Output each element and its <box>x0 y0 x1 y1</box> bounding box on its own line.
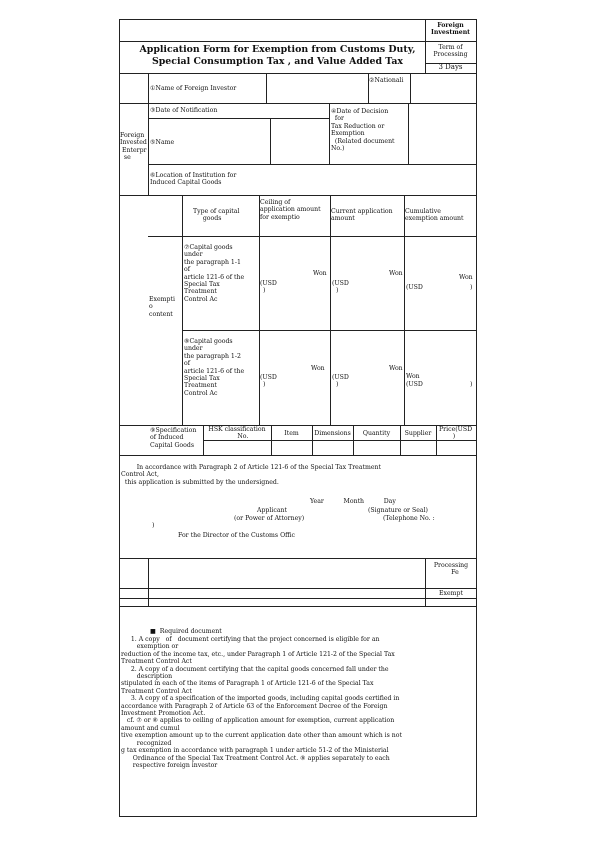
enterprise-name-label: ⑤Name <box>150 139 175 146</box>
capital-goods-7-label: ⑦Capital goods under the paragraph 1-1 of article 121-6 of the Special Tax Treatment Control Ac <box>184 244 245 303</box>
nationality-field[interactable] <box>411 74 475 102</box>
required-document-list: 1. A copy of document certifying that the project concerned is eligible for an exemption or reduction of the income tax, etc., under Paragraph 1 of Article 121-2 of the Special Tax Treatment Control Act 2. A copy of a document certifying that the capital goods concerned fall under the description stipulated in each of the items of Paragraph 1 of Article 121-6 of the Special Tax Treatment Control Act 3. A copy of a specification of the imported goods, including capital goods certified in accordance with Paragraph 2 of Article 63 of the Enforcement Decree of the Foreign Investment Promotion Act. cf. ⑦ or ⑧ applies to ceiling of application amount for exemption, current application amount and cumul tive exemption amount up to the current application date other than amount which is not recognized g tax exemption in accordance with paragraph 1 under article 51-2 of the Ministerial Ordinance of the Special Tax Treatment Control Act. ⑧ applies separately to each respective foreign investor <box>121 636 402 769</box>
price-usd-header: Price(USD ) <box>439 426 473 441</box>
form-code: Foreign Investment <box>430 22 471 37</box>
institution-location-field[interactable] <box>260 165 475 194</box>
row7-current-won: Won <box>389 270 403 277</box>
applicant-label: Applicant <box>257 507 287 514</box>
row8-ceiling-usd: (USD <box>260 374 277 381</box>
row8-cumulative-usd: (USD <box>406 381 423 388</box>
supplier-header: Supplier <box>404 430 432 437</box>
row8-current-usd: (USD <box>332 374 349 381</box>
row8-cumulative-usd-close: ) <box>470 381 473 388</box>
form-title-line1: Application Form for Exemption from Customs Duty, <box>139 44 416 55</box>
row8-current-won: Won <box>389 365 403 372</box>
specification-entry-row[interactable] <box>204 441 476 454</box>
exemption-content-label: Exempti o content <box>149 296 175 318</box>
row8-current-usd-close: ) <box>336 381 339 388</box>
specification-label: ⑨Specification of Induced Capital Goods <box>150 427 197 449</box>
institution-location-label: ⑥Location of Institution for Induced Capital Goods <box>150 172 237 187</box>
row7-current-usd: (USD <box>332 280 349 287</box>
form-title-line2: Special Consumption Tax , and Value Added Tax <box>151 56 404 67</box>
cumulative-exemption-amount-header: Cumulative exemption amount <box>405 208 464 223</box>
telephone-close: ) <box>152 522 155 529</box>
term-of-processing-value: 3 Days <box>438 63 463 71</box>
foreign-investor-name-field[interactable] <box>267 74 367 102</box>
capital-goods-8-label: ⑧Capital goods under the paragraph 1-2 of article 121-6 of the Special Tax Treatment Control Ac <box>184 338 245 397</box>
fee-exempt-value: Exempt <box>439 590 463 597</box>
notification-date-label: ③Date of Notification <box>150 107 218 114</box>
item-header: Item <box>284 430 299 437</box>
signature-label[interactable]: (Signature or Seal) <box>368 507 428 514</box>
power-of-attorney-label: (or Power of Attorney) <box>234 515 305 522</box>
term-of-processing-label: Term of Processing <box>433 44 468 59</box>
hsk-classification-header: HSK classification No. <box>208 426 266 441</box>
row8-cumulative-won: Won <box>406 373 420 380</box>
enterprise-name-field[interactable] <box>271 119 328 163</box>
dimensions-header: Dimensions <box>314 430 351 437</box>
row8-ceiling-won: Won <box>311 365 325 372</box>
row7-cumulative-usd: (USD <box>406 284 423 291</box>
row8-ceiling-usd-close: ) <box>263 381 266 388</box>
row7-ceiling-usd: (USD <box>260 280 277 287</box>
required-document-heading: ■ Required document <box>150 628 222 635</box>
foreign-investor-name-label: ①Name of Foreign Investor <box>150 85 237 92</box>
row7-current-usd-close: ) <box>336 287 339 294</box>
current-application-amount-header: Current application amount <box>331 208 393 223</box>
customs-director-label: For the Director of the Customs Offic <box>178 532 295 539</box>
telephone-label: (Telephone No. : <box>383 515 435 522</box>
row7-ceiling-won: Won <box>313 270 327 277</box>
row7-cumulative-won: Won <box>459 274 473 281</box>
decision-date-label: ④Date of Decision for Tax Reduction or Exemption (Related document No.) <box>331 108 395 153</box>
foreign-invested-enterprise-label: Foreign Invested Enterpr se <box>120 132 147 162</box>
decision-date-field[interactable] <box>409 104 475 163</box>
quantity-header: Quantity <box>362 430 391 437</box>
row7-ceiling-usd-close: ) <box>263 287 266 294</box>
declaration-text: In accordance with Paragraph 2 of Article 121-6 of the Special Tax Treatment Control Act, this application is submitted by the undersigned. <box>121 464 382 486</box>
date-line: Year Month Day <box>310 498 396 505</box>
ceiling-amount-header: Ceiling of application amount for exemptio <box>260 199 321 221</box>
nationality-label: ②Nationali <box>369 77 404 84</box>
processing-fee-label: Processing Fe <box>433 562 469 577</box>
type-of-capital-goods-header: Type of capital goods <box>193 208 240 223</box>
row7-cumulative-usd-close: ) <box>470 284 473 291</box>
